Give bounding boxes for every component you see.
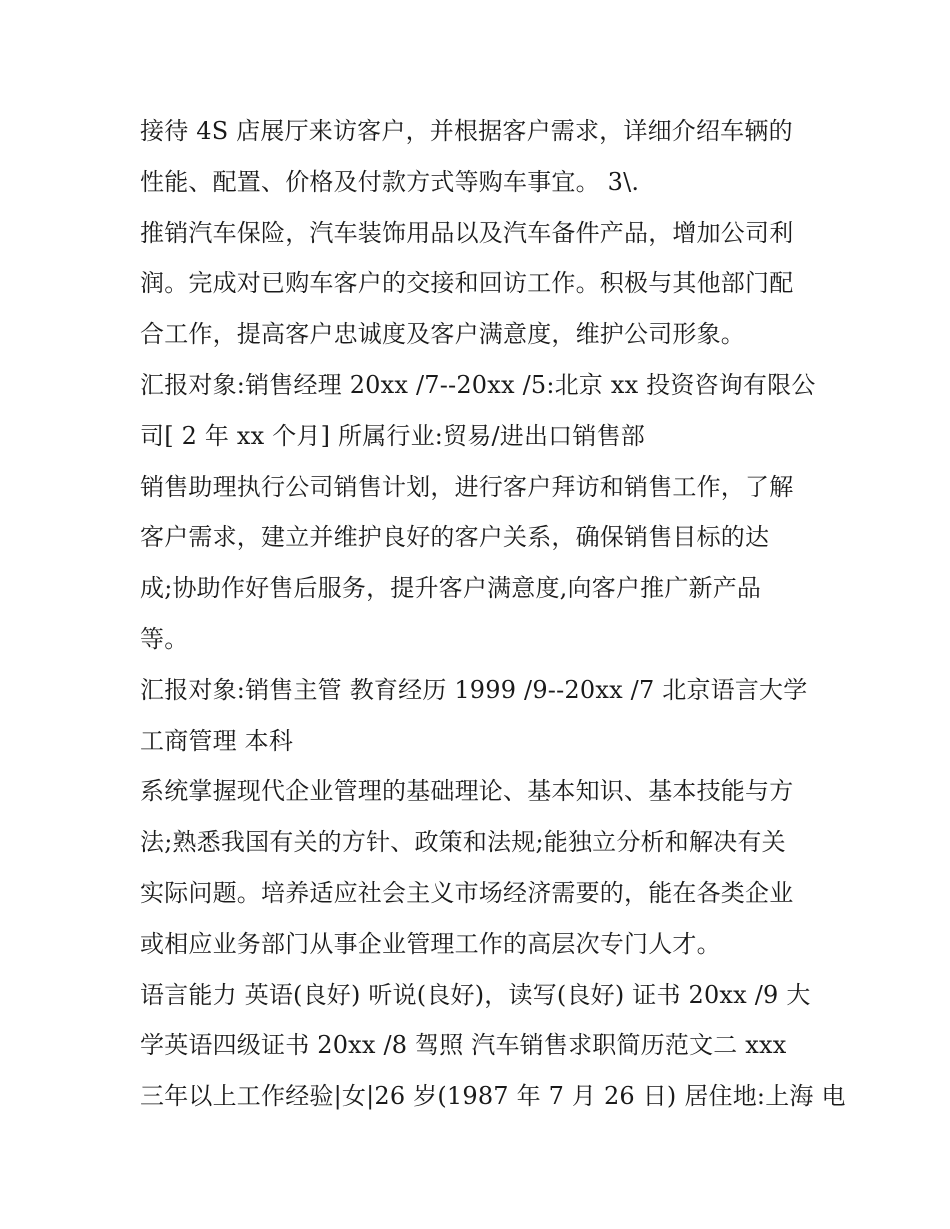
text-line: 成;协助作好售后服务，提升客户满意度,向客户推广新产品	[140, 574, 762, 603]
text-line: 汇报对象:销售经理 20xx /7--20xx /5:北京 xx 投资咨询有限公	[140, 370, 816, 399]
text-line: 接待 4S 店展厅来访客户，并根据客户需求，详细介绍车辆的	[140, 117, 793, 145]
text-line: 实际问题。培养适应社会主义市场经济需要的，能在各类企业	[140, 878, 794, 907]
text-line: 客户需求，建立并维护良好的客户关系，确保销售目标的达	[140, 523, 770, 552]
text-line: 销售助理执行公司销售计划，进行客户拜访和销售工作，了解	[140, 472, 794, 501]
text-line: 学英语四级证书 20xx /8 驾照 汽车销售求职简历范文二 xxx	[140, 1031, 787, 1060]
text-line: 汇报对象:销售主管 教育经历 1999 /9--20xx /7 北京语言大学	[140, 675, 808, 704]
text-line: 润。完成对已购车客户的交接和回访工作。积极与其他部门配	[140, 269, 794, 298]
text-line: 法;熟悉我国有关的方针、政策和法规;能独立分析和解决有关	[140, 828, 786, 857]
text-line: 工商管理 本科	[140, 726, 294, 755]
text-line: 等。	[140, 624, 189, 653]
text-line: 语言能力 英语(良好) 听说(良好)，读写(良好) 证书 20xx /9 大	[140, 980, 811, 1009]
text-line: 性能、配置、价格及付款方式等购车事宜。 3\.	[140, 167, 640, 196]
text-line: 系统掌握现代企业管理的基础理论、基本知识、基本技能与方	[140, 777, 794, 806]
text-line: 推销汽车保险，汽车装饰用品以及汽车备件产品，增加公司利	[140, 218, 794, 247]
text-line: 司[ 2 年 xx 个月] 所属行业:贸易/进出口销售部	[140, 421, 645, 450]
text-line: 或相应业务部门从事企业管理工作的高层次专门人才。	[140, 929, 721, 958]
text-line: 合工作，提高客户忠诚度及客户满意度，维护公司形象。	[140, 320, 745, 349]
document-body	[140, 106, 846, 1122]
text-line: 三年以上工作经验|女|26 岁(1987 年 7 月 26 日) 居住地:上海 电	[140, 1082, 846, 1111]
